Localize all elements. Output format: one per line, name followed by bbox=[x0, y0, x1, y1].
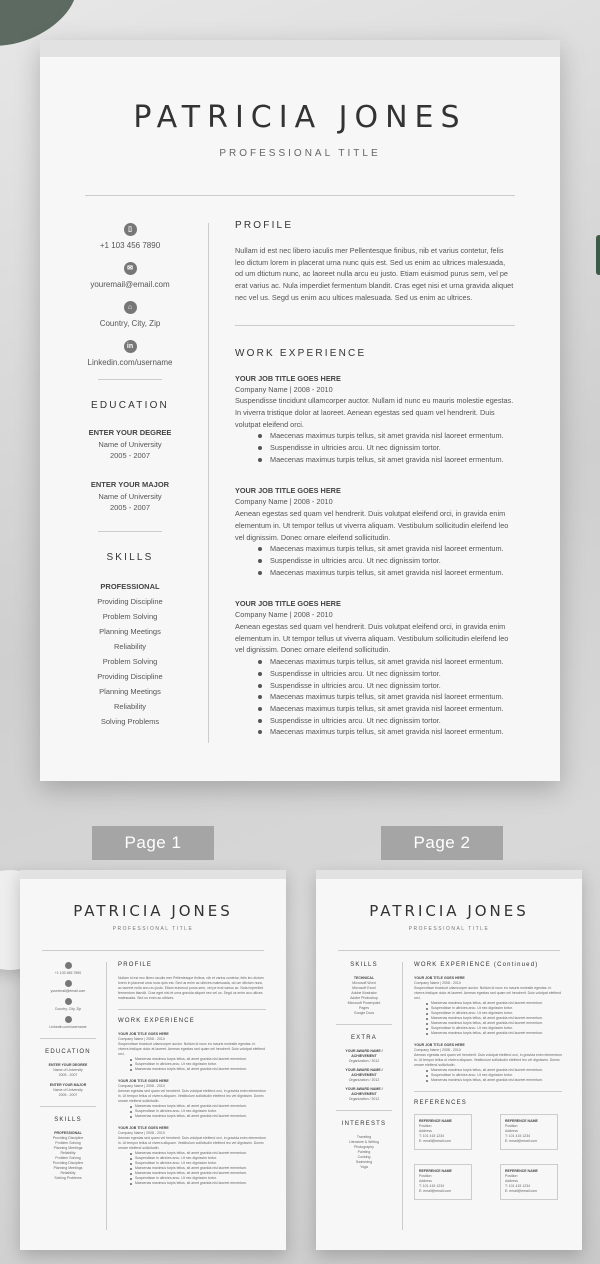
job-bullet: Maecenas maximus turpis tellus, sit amet gravida nisl laoreet ermentum. bbox=[426, 1068, 562, 1073]
left-divider bbox=[336, 1110, 392, 1111]
job-title: YOUR JOB TITLE GOES HERE bbox=[414, 1043, 465, 1047]
work-continued-heading: WORK EXPERIENCE (Continued) bbox=[414, 962, 539, 968]
job-bullet: Suspendisse in ultricies arcu. Ut nec dignissim tortor. bbox=[426, 1073, 562, 1078]
email-icon bbox=[65, 980, 72, 987]
school: Name of University bbox=[98, 440, 162, 449]
page-1-label: Page 1 bbox=[92, 826, 214, 860]
job-bullet: Maecenas maximus turpis tellus, sit amet gravida nisl laoreet ermentum. bbox=[258, 726, 515, 738]
skill-item: Adobe Photoshop bbox=[350, 996, 378, 1000]
thumbnail-page-1 bbox=[20, 870, 286, 1250]
left-divider bbox=[40, 1038, 96, 1039]
job-bullet: Maecenas maximus turpis tellus, sit amet gravida nisl laoreet ermentum. bbox=[258, 430, 515, 442]
skill-item: Problem Solving bbox=[55, 1156, 81, 1160]
school: Name of University bbox=[53, 1088, 83, 1092]
reference-address: Address bbox=[419, 1129, 432, 1133]
professional-title: PROFESSIONAL TITLE bbox=[112, 926, 194, 932]
years: 2005 - 2007 bbox=[58, 1093, 78, 1097]
reference-name: REFERENCE NAME bbox=[505, 1169, 538, 1173]
skill-item: PROFESSIONAL bbox=[100, 582, 160, 591]
interest-item: Traveling bbox=[356, 1135, 372, 1139]
contact-phone bbox=[85, 223, 175, 250]
job-bullet: Maecenas maximus turpis tellus, sit amet gravida nisl laoreet ermentum. bbox=[258, 567, 515, 579]
job-bullet: Suspendisse in ultricies arcu. Ut nec dignissim tortor. bbox=[426, 1006, 562, 1011]
experience-heading: WORK EXPERIENCE bbox=[118, 1018, 196, 1024]
skill-item: Adobe Illustrator bbox=[351, 991, 377, 995]
skills-heading: SKILLS bbox=[54, 1117, 82, 1123]
interest-item: Swimming bbox=[355, 1160, 373, 1164]
years: 2005 - 2007 bbox=[58, 1073, 78, 1077]
column-divider bbox=[208, 223, 209, 743]
skill-item: Providing Discipline bbox=[97, 672, 163, 681]
job-bullet: Maecenas maximus turpis tellus, sit amet gravida nisl laoreet ermentum. bbox=[130, 1067, 266, 1072]
linkedin-icon bbox=[65, 1016, 72, 1023]
reference-position: Position bbox=[505, 1174, 518, 1178]
skill-item: Microsoft Word bbox=[352, 981, 376, 985]
phone-icon: ▯ bbox=[124, 223, 137, 236]
thumbnail-page-2 bbox=[316, 870, 582, 1250]
job-description: Aenean egestas sed quam vel hendrerit. Duis volutpat eleifend orci, in gravida enim elementum in. Ut tempor tellus ut viverra aliquam. Vestibulum sollicitudin eleifend leo vel dignissim. Donec ornare eleifend sollicitudin. bbox=[118, 1089, 266, 1103]
job-bullets bbox=[258, 656, 515, 738]
resume-name: PATRICIA JONES bbox=[133, 100, 467, 135]
skill-item: Providing Discipline bbox=[97, 597, 163, 606]
job-title: YOUR JOB TITLE GOES HERE bbox=[414, 976, 465, 980]
job-bullet: Suspendisse in ultricies arcu. Ut nec dignissim tortor. bbox=[258, 680, 515, 692]
job-bullet: Suspendisse in ultricies arcu. Ut nec dignissim tortor. bbox=[130, 1156, 266, 1161]
job-bullets bbox=[130, 1104, 266, 1119]
job-bullets bbox=[130, 1057, 266, 1072]
job-bullets bbox=[258, 430, 515, 465]
skill-item: Planning Meetings bbox=[53, 1146, 83, 1150]
award-name: YOUR AWARD NAME / ACHIEVEMENT bbox=[345, 1087, 383, 1096]
experience-heading: WORK EXPERIENCE bbox=[235, 347, 367, 359]
extra-heading: EXTRA bbox=[350, 1035, 377, 1041]
job-bullet: Maecenas maximus turpis tellus, sit amet gravida nisl laoreet ermentum. bbox=[426, 1031, 562, 1036]
section-divider bbox=[414, 1091, 562, 1092]
phone-text: +1 103 456 7890 bbox=[99, 241, 161, 250]
skill-item: Planning Meetings bbox=[99, 687, 161, 696]
skill-item: TECHNICAL bbox=[353, 976, 375, 980]
left-column bbox=[336, 962, 392, 1170]
job-bullet: Maecenas maximus turpis tellus, sit amet gravida nisl laoreet ermentum. bbox=[130, 1171, 266, 1176]
job-bullet: Maecenas maximus turpis tellus, sit amet gravida nisl laoreet ermentum. bbox=[130, 1166, 266, 1171]
right-column bbox=[118, 962, 266, 1186]
column-divider bbox=[106, 962, 107, 1230]
profile-heading: PROFILE bbox=[118, 962, 153, 968]
skill-item: PROFESSIONAL bbox=[54, 1131, 82, 1135]
resume-name: PATRICIA JONES bbox=[73, 902, 233, 920]
job-bullet: Maecenas maximus turpis tellus, sit amet gravida nisl laoreet ermentum. bbox=[426, 1078, 562, 1083]
job-bullet: Maecenas maximus turpis tellus, sit amet gravida nisl laoreet ermentum. bbox=[130, 1114, 266, 1119]
job-entry bbox=[235, 485, 515, 578]
reference-card bbox=[500, 1164, 558, 1200]
reference-phone: T: 101 415 1234 bbox=[505, 1134, 531, 1138]
skill-item: Planning Meetings bbox=[99, 627, 161, 636]
reference-name: REFERENCE NAME bbox=[419, 1169, 452, 1173]
years: 2005 - 2007 bbox=[109, 503, 151, 512]
job-meta: Company Name | 2008 - 2010 bbox=[235, 610, 333, 620]
professional-title: PROFESSIONAL TITLE bbox=[219, 148, 381, 159]
degree: ENTER YOUR MAJOR bbox=[90, 480, 170, 489]
job-title: YOUR JOB TITLE GOES HERE bbox=[235, 486, 341, 496]
job-entry bbox=[235, 598, 515, 738]
linkedin-text: Linkedin.com/username bbox=[49, 1025, 87, 1029]
address-text: Country, City, Zip bbox=[54, 1007, 82, 1011]
header-divider bbox=[338, 950, 560, 951]
skill-item: Problem Solving bbox=[55, 1141, 81, 1145]
job-bullet: Suspendisse in ultricies arcu. Ut nec dignissim tortor. bbox=[130, 1062, 266, 1067]
skill-item: Providing Discipline bbox=[52, 1136, 84, 1140]
page-top-bar bbox=[20, 870, 286, 879]
reference-position: Position bbox=[419, 1124, 432, 1128]
interest-item: Literature & Writing bbox=[349, 1140, 379, 1144]
job-bullet: Maecenas maximus turpis tellus, sit amet gravida nisl laoreet ermentum. bbox=[130, 1181, 266, 1186]
home-icon: ⌂ bbox=[124, 301, 137, 314]
job-description: Aenean egestas sed quam vel hendrerit. Duis volutpat eleifend orci, in gravida enim elementum in. Ut tempor tellus ut viverra aliquam. Vestibulum sollicitudin eleifend leo vel dignissim. Donec ornare eleifend sollicitudin. bbox=[414, 1053, 562, 1067]
left-divider bbox=[98, 531, 162, 532]
home-icon bbox=[65, 998, 72, 1005]
reference-phone: T: 101 415 1234 bbox=[505, 1184, 531, 1188]
interest-item: Photography bbox=[354, 1145, 374, 1149]
job-bullet: Suspendisse in ultricies arcu. Ut nec dignissim tortor. bbox=[130, 1176, 266, 1181]
job-title: YOUR JOB TITLE GOES HERE bbox=[118, 1032, 169, 1036]
right-column bbox=[414, 962, 562, 1200]
reference-email: E: email@email.com bbox=[505, 1189, 538, 1193]
job-title: YOUR JOB TITLE GOES HERE bbox=[235, 373, 341, 383]
skill-item: Problem Solving bbox=[102, 657, 158, 666]
degree: ENTER YOUR DEGREE bbox=[88, 428, 172, 437]
linkedin-text: Linkedin.com/username bbox=[87, 358, 173, 367]
skills-heading: SKILLS bbox=[106, 552, 154, 563]
job-bullet: Maecenas maximus turpis tellus, sit amet gravida nisl laoreet ermentum. bbox=[130, 1057, 266, 1062]
job-bullet: Suspendisse in ultricies arcu. Ut nec dignissim tortor. bbox=[258, 442, 515, 454]
email-text: youremail@email.com bbox=[50, 989, 86, 993]
skill-item: Reliability bbox=[113, 642, 147, 651]
degree: ENTER YOUR MAJOR bbox=[49, 1083, 87, 1087]
email-text: youremail@email.com bbox=[90, 280, 170, 289]
skill-item: Reliability bbox=[60, 1151, 76, 1155]
interest-item: Cooking bbox=[357, 1155, 371, 1159]
job-description: Aenean egestas sed quam vel hendrerit. Duis volutpat eleifend orci, in gravida enim elementum in. Ut tempor tellus ut viverra aliquam. Vestibulum sollicitudin eleifend leo vel dignissim. Donec ornare eleifend sollicitudin. bbox=[118, 1136, 266, 1150]
job-meta: Company Name | 2008 - 2010 bbox=[414, 1048, 461, 1052]
school: Name of University bbox=[53, 1068, 83, 1072]
job-bullet: Maecenas maximus turpis tellus, sit amet gravida nisl laoreet ermentum. bbox=[258, 656, 515, 668]
resume-name: PATRICIA JONES bbox=[369, 902, 529, 920]
linkedin-icon: in bbox=[124, 340, 137, 353]
job-bullet: Maecenas maximus turpis tellus, sit amet gravida nisl laoreet ermentum. bbox=[426, 1001, 562, 1006]
skill-item: Providing Discipline bbox=[52, 1161, 84, 1165]
left-column bbox=[85, 223, 175, 729]
contact-linkedin bbox=[85, 340, 175, 367]
interest-item: Yoga bbox=[360, 1165, 368, 1169]
page-top-bar bbox=[316, 870, 582, 879]
column-divider bbox=[402, 962, 403, 1230]
section-divider bbox=[235, 325, 515, 326]
job-meta: Company Name | 2008 - 2010 bbox=[118, 1084, 165, 1088]
reference-card bbox=[500, 1114, 558, 1150]
award-name: YOUR AWARD NAME / ACHIEVEMENT bbox=[345, 1049, 383, 1058]
references-heading: REFERENCES bbox=[414, 1100, 468, 1106]
job-description: Suspendisse tincidunt ullamcorper auctor. Nullam id nunc eu mauris molestie egestas. In viverra tristique dolor at laoreet. Aenean egestas sed quam vel hendrerit. Duis volutpat eleifend orci. bbox=[235, 396, 514, 429]
skill-item: Planning Meetings bbox=[53, 1166, 83, 1170]
phone-icon bbox=[65, 962, 72, 969]
skill-item: Solving Problems bbox=[100, 717, 160, 726]
years: 2005 - 2007 bbox=[109, 451, 151, 460]
reference-phone: T: 101 415 1234 bbox=[419, 1184, 445, 1188]
job-bullets bbox=[426, 1068, 562, 1083]
reference-address: Address bbox=[419, 1179, 432, 1183]
job-bullet: Suspendisse in ultricies arcu. Ut nec dignissim tortor. bbox=[426, 1011, 562, 1016]
skill-item: Microsoft Excel bbox=[352, 986, 376, 990]
right-column bbox=[235, 220, 515, 758]
job-bullet: Maecenas maximus turpis tellus, sit amet gravida nisl laoreet ermentum. bbox=[426, 1021, 562, 1026]
header-divider bbox=[42, 950, 264, 951]
contact-address bbox=[85, 301, 175, 328]
job-bullet: Suspendisse in ultricies arcu. Ut nec dignissim tortor. bbox=[426, 1026, 562, 1031]
school: Name of University bbox=[98, 492, 162, 501]
education-item bbox=[85, 427, 175, 461]
interest-item: Painting bbox=[357, 1150, 371, 1154]
profile-text: Nullam id est nec libero iaculis mer Pellentesque finibus, nib et varius contetur, felis leo dictum lorem in placerat urna nunc quis est. Sed us enim ac ultrices malesuada, od um dtictum nunc, ac laoreet nulla arcu eu justo. Etiam euismod purus sem, vel pe erat varius ac. Nula imperdiet fermentum blandit. Cras eget nisi et urna gravida aliquet nec vel us. Segd us enim acu ultices malesuada. Sed us enim ac ultrices. bbox=[235, 246, 514, 302]
job-meta: Company Name | 2008 - 2010 bbox=[235, 497, 333, 507]
skills-heading: SKILLS bbox=[350, 962, 378, 968]
page-2-label: Page 2 bbox=[381, 826, 503, 860]
award-name: YOUR AWARD NAME / ACHIEVEMENT bbox=[345, 1068, 383, 1077]
job-bullet: Maecenas maximus turpis tellus, sit amet gravida nisl laoreet ermentum. bbox=[130, 1104, 266, 1109]
contact-email bbox=[85, 262, 175, 289]
reference-name: REFERENCE NAME bbox=[419, 1119, 452, 1123]
job-meta: Company Name | 2008 - 2010 bbox=[118, 1131, 165, 1135]
job-bullets bbox=[258, 543, 515, 578]
job-meta: Company Name | 2008 - 2010 bbox=[414, 981, 461, 985]
reference-card bbox=[414, 1164, 472, 1200]
resume-page-main bbox=[40, 40, 560, 781]
reference-name: REFERENCE NAME bbox=[505, 1119, 538, 1123]
skill-item: Microsoft Powerpoint bbox=[347, 1001, 381, 1005]
job-bullets bbox=[426, 1001, 562, 1036]
reference-email: E: email@email.com bbox=[419, 1189, 452, 1193]
email-icon: ✉ bbox=[124, 262, 137, 275]
job-description: Suspendisse tincidunt ullamcorper auctor. Nullam id nunc eu mauris molestie egestas. In viverra tristique dolor at laoreet. Aenean egestas sed quam vel hendrerit. Duis volutpat eleifend orci. bbox=[118, 1042, 266, 1056]
reference-position: Position bbox=[419, 1174, 432, 1178]
interests-heading: INTERESTS bbox=[341, 1121, 387, 1127]
job-title: YOUR JOB TITLE GOES HERE bbox=[235, 599, 341, 609]
job-bullet: Maecenas maximus turpis tellus, sit amet gravida nisl laoreet ermentum. bbox=[258, 691, 515, 703]
skill-item: Reliability bbox=[113, 702, 147, 711]
award-org: Organization / 2012 bbox=[348, 1059, 380, 1063]
reference-email: E: email@email.com bbox=[419, 1139, 452, 1143]
job-meta: Company Name | 2008 - 2010 bbox=[235, 384, 333, 394]
job-entry bbox=[235, 373, 515, 466]
job-meta: Company Name | 2008 - 2010 bbox=[118, 1037, 165, 1041]
job-bullets bbox=[130, 1151, 266, 1186]
award-org: Organization / 2012 bbox=[348, 1097, 380, 1101]
left-divider bbox=[98, 379, 162, 380]
plant-edge-decoration bbox=[596, 235, 600, 275]
reference-phone: T: 101 415 1234 bbox=[419, 1134, 445, 1138]
skill-item: Problem Solving bbox=[102, 612, 158, 621]
reference-position: Position bbox=[505, 1124, 518, 1128]
left-divider bbox=[40, 1106, 96, 1107]
reference-address: Address bbox=[505, 1179, 518, 1183]
job-description: Aenean egestas sed quam vel hendrerit. Duis volutpat eleifend orci, in gravida enim elementum in. Ut tempor tellus ut viverra aliquam. Vestibulum sollicitudin eleifend leo vel dignissim. Donec ornare eleifend sollicitudin. bbox=[235, 622, 509, 655]
page-top-bar bbox=[40, 40, 560, 57]
job-bullet: Maecenas maximus turpis tellus, sit amet gravida nisl laoreet ermentum. bbox=[426, 1016, 562, 1021]
skill-item: Solving Problems bbox=[54, 1176, 82, 1180]
reference-card bbox=[414, 1114, 472, 1150]
left-divider bbox=[336, 1024, 392, 1025]
profile-text: Nullam id est nec libero iaculis mer Pellentesque finibus, nib et varius contetur, felis leo dictum lorem in placerat urna nunc quis est. Sed us enim ac ultrices malesuada, od um dtictum nunc, ac laoreet nulla arcu eu justo. Etiam euismod purus sem, vel pe erat varius ac. Nula imperdiet fermentum blandit. Cras eget nisi et urna gravida aliquet nec vel us. Segd us enim acu ultices malesuada. Sed us enim ac ultrices. bbox=[118, 976, 264, 1000]
job-bullet: Suspendisse in ultricies arcu. Ut nec dignissim tortor. bbox=[130, 1109, 266, 1114]
job-title: YOUR JOB TITLE GOES HERE bbox=[118, 1126, 169, 1130]
job-description: Suspendisse tincidunt ullamcorper auctor. Nullam id nunc eu mauris molestie egestas. In viverra tristique dolor at laoreet. Aenean egestas sed quam vel hendrerit. Duis volutpat eleifend orci. bbox=[414, 986, 562, 1000]
education-item bbox=[85, 479, 175, 513]
header-divider bbox=[85, 195, 515, 196]
skill-item: Pages bbox=[359, 1006, 369, 1010]
job-bullet: Suspendisse in ultricies arcu. Ut nec dignissim tortor. bbox=[258, 715, 515, 727]
reference-address: Address bbox=[505, 1129, 518, 1133]
job-bullet: Maecenas maximus turpis tellus, sit amet gravida nisl laoreet ermentum. bbox=[130, 1151, 266, 1156]
references-grid bbox=[414, 1114, 562, 1200]
job-bullet: Maecenas maximus turpis tellus, sit amet gravida nisl laoreet ermentum. bbox=[258, 703, 515, 715]
job-bullet: Maecenas maximus turpis tellus, sit amet gravida nisl laoreet ermentum. bbox=[258, 454, 515, 466]
section-divider bbox=[118, 1009, 266, 1010]
skill-item: Reliability bbox=[60, 1171, 76, 1175]
job-description: Aenean egestas sed quam vel hendrerit. Duis volutpat eleifend orci, in gravida enim elementum in. Ut tempor tellus ut viverra aliquam. Vestibulum sollicitudin eleifend leo vel dignissim. Donec ornare eleifend sollicitudin. bbox=[235, 509, 509, 542]
degree: ENTER YOUR DEGREE bbox=[48, 1063, 88, 1067]
job-bullet: Suspendisse in ultricies arcu. Ut nec dignissim tortor. bbox=[130, 1161, 266, 1166]
award-org: Organization / 2012 bbox=[348, 1078, 380, 1082]
job-bullet: Suspendisse in ultricies arcu. Ut nec dignissim tortor. bbox=[258, 668, 515, 680]
skill-item: Google Docs bbox=[353, 1011, 375, 1015]
left-column bbox=[40, 962, 96, 1181]
phone-text: +1 103 456 7890 bbox=[54, 971, 82, 975]
address-text: Country, City, Zip bbox=[99, 319, 161, 328]
job-bullet: Maecenas maximus turpis tellus, sit amet gravida nisl laoreet ermentum. bbox=[258, 543, 515, 555]
education-heading: EDUCATION bbox=[91, 400, 169, 411]
education-heading: EDUCATION bbox=[45, 1049, 91, 1055]
job-bullet: Suspendisse in ultricies arcu. Ut nec dignissim tortor. bbox=[258, 555, 515, 567]
job-title: YOUR JOB TITLE GOES HERE bbox=[118, 1079, 169, 1083]
professional-title: PROFESSIONAL TITLE bbox=[408, 926, 490, 932]
reference-email: E: email@email.com bbox=[505, 1139, 538, 1143]
profile-heading: PROFILE bbox=[235, 220, 294, 231]
